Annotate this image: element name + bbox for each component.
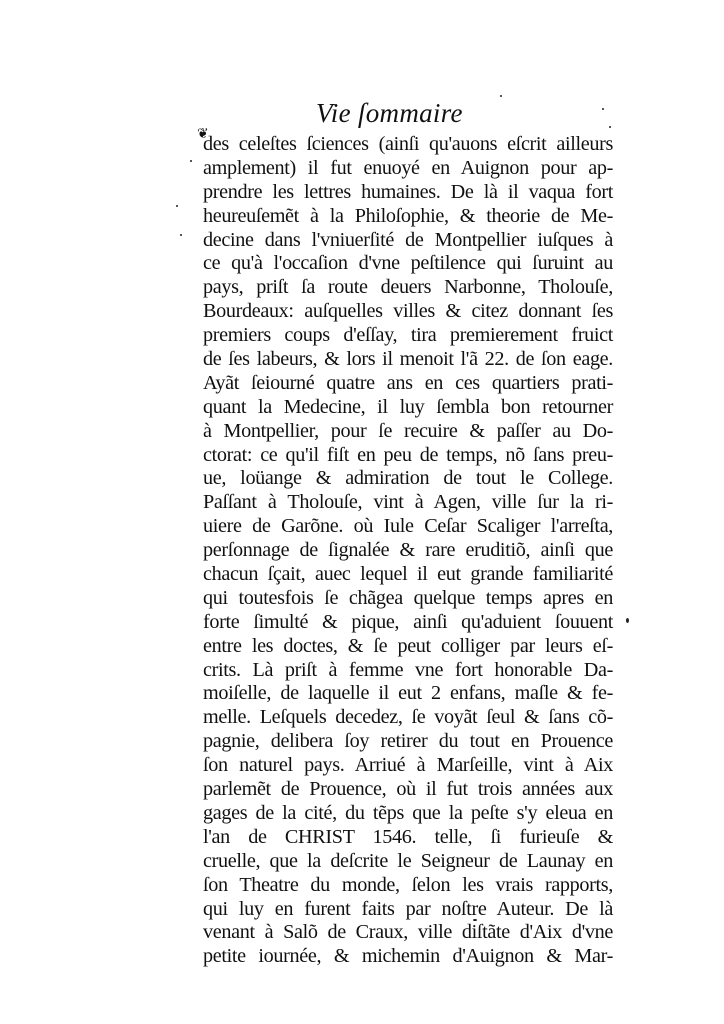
text-line: des celeſtes ſciences (ainſi qu'auons eſcrit ailleurs	[203, 133, 613, 155]
text-line: cruelle, que la deſcrite le Seigneur de Launay en	[203, 849, 613, 872]
text-line: qui toutesfois ſe chãgea quelque temps apres en	[203, 586, 613, 609]
scan-speck	[609, 126, 611, 128]
text-line: prendre les lettres humaines. De là il vaqua fort	[203, 180, 613, 203]
text-line: l'an de CHRIST 1546. telle, ſi furieuſe &	[203, 825, 613, 848]
text-line: venant à Salõ de Craux, ville diſtãte d'Aix d'vne	[203, 921, 613, 944]
text-line: ce qu'à l'occaſion d'vne peſtilence qui ſuruint au	[203, 252, 613, 275]
text-line: chacun ſçait, auec lequel il eut grande familiarité	[203, 563, 613, 586]
body-text	[203, 133, 613, 969]
text-line: ctorat: ce qu'il fiſt en peu de temps, nõ ſans preu-	[203, 443, 613, 466]
text-line: ſon naturel pays. Arriué à Marſeille, vint à Aix	[203, 754, 613, 777]
scan-speck	[626, 618, 629, 623]
text-line: à Montpellier, pour ſe recuire & paſſer au Do-	[203, 419, 613, 442]
text-line: gages de la cité, du tẽps que la peſte s'y eleua en	[203, 801, 613, 824]
scan-speck	[180, 234, 182, 236]
text-line: melle. Leſquels decedez, ſe voyãt ſeul & ſans cõ-	[203, 706, 613, 729]
text-line: moiſelle, de laquelle il eut 2 enfans, maſle & fe-	[203, 682, 613, 705]
scan-speck	[176, 205, 178, 207]
text-line: quant la Medecine, il luy ſembla bon retourner	[203, 395, 613, 418]
scan-speck	[473, 919, 477, 921]
text-line: entre les doctes, & ſe peut colliger par leurs eſ-	[203, 634, 613, 657]
text-line: ſon Theatre du monde, ſelon les vrais rapports,	[203, 873, 613, 896]
text-line: forte ſimulté & pique, ainſi qu'aduient ſouuent	[203, 610, 613, 633]
text-line: Ayãt ſeiourné quatre ans en ces quartiers prati-	[203, 371, 613, 394]
text-line: amplement) il fut enuoyé en Auignon pour ap-	[203, 156, 613, 179]
running-head: Vie ſommaire	[316, 98, 463, 128]
text-line: perſonnage de ſignalée & rare eruditiõ, ainſi que	[203, 539, 613, 562]
text-line: heureuſemẽt à la Philoſophie, & theorie de Me-	[203, 204, 613, 227]
text-line: pagnie, delibera ſoy retirer du tout en Prouence	[203, 730, 613, 753]
scan-speck	[500, 95, 502, 97]
text-line: premiers coups d'eſſay, tira premierement fruict	[203, 324, 613, 347]
text-line: pays, priſt ſa route deuers Narbonne, Tholouſe,	[203, 276, 613, 299]
scan-speck	[190, 160, 192, 162]
text-line: de ſes labeurs, & lors il menoit l'ã 22. de ſon eage.	[203, 348, 613, 371]
text-line: petite iournée, & michemin d'Auignon & Mar-	[203, 945, 613, 968]
text-line: qui luy en furent faits par noſtre Auteur. De là	[203, 897, 613, 920]
text-line: Paſſant à Tholouſe, vint à Agen, ville ſur la ri-	[203, 491, 613, 514]
text-line: parlemẽt de Prouence, où il fut trois années aux	[203, 778, 613, 801]
text-line: uiere de Garõne. où Iule Ceſar Scaliger l'arreſta,	[203, 515, 613, 538]
ornament-icon: ❦	[197, 127, 209, 142]
text-line: Bourdeaux: auſquelles villes & citez donnant ſes	[203, 300, 613, 323]
text-line: ue, loüange & admiration de tout le College.	[203, 467, 613, 490]
text-line: crits. Là priſt à femme vne fort honorable Da-	[203, 658, 613, 681]
text-line: decine dans l'vniuerſité de Montpellier iuſques à	[203, 228, 613, 251]
scan-speck	[602, 108, 604, 110]
